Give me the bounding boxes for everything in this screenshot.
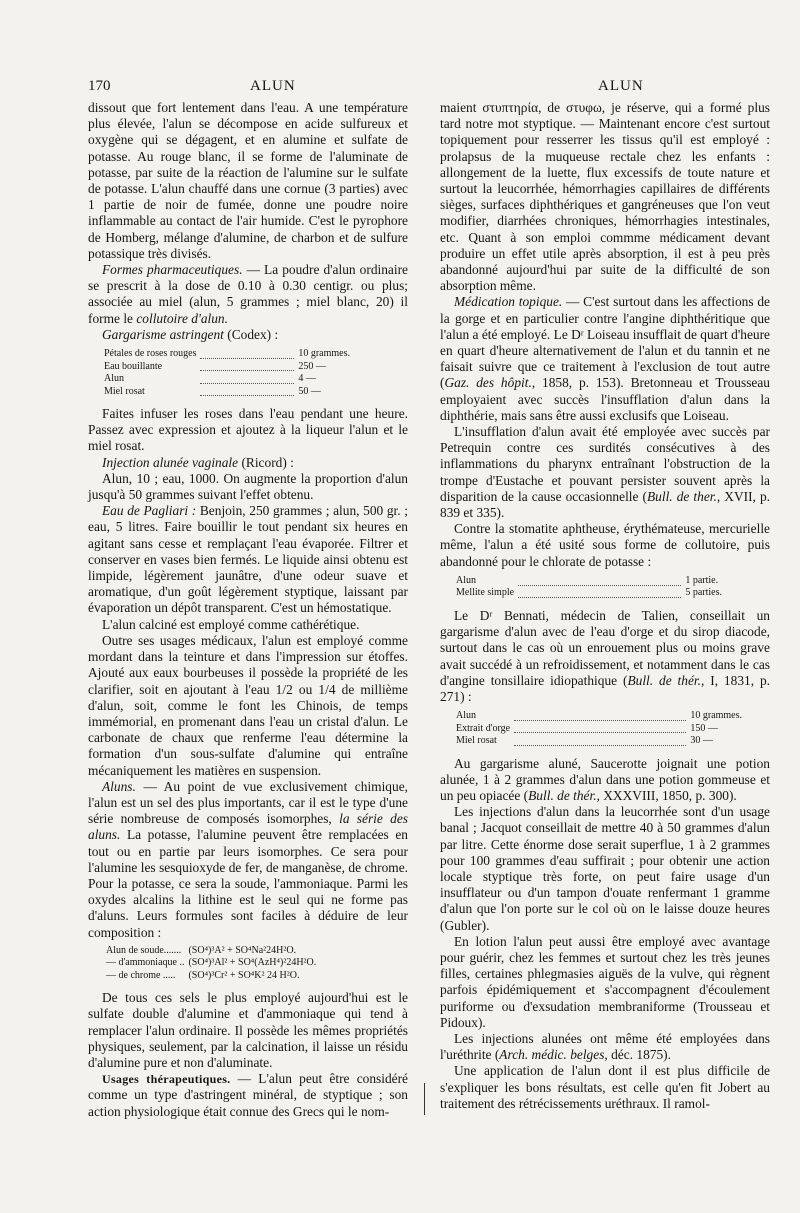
- formula-row: — d'ammoniaque .. (SO⁴)³Al² + SO⁴(AzH⁴)²24H²O.: [106, 957, 317, 969]
- paragraph: Contre la stomatite aphtheuse, érythémateuse, mercurielle même, l'alun a été usité sous forme de collutoire, puis abandonné pour le chlorate de potasse :: [440, 521, 770, 569]
- paragraph: Une application de l'alun dont il est plus difficile de s'expliquer les bons résultats, est celle qu'en fit Jobert au traitement des rétrécissements uréthraux. Il ramol-: [440, 1063, 770, 1111]
- paragraph-aluns: Aluns. — Au point de vue exclusivement chimique, l'alun est un sel des plus importants, car il est le type d'une série nombreuse de composés isomorphes, la série des aluns. La potasse, l'alumine peuvent être remplacées en tout ou en partie par leurs isomorphes. Ce sera pour l'alumine les sesquioxyde de fer, de manganèse, de chrome. Pour la potasse, ce sera la soude, l'ammoniaque. Parmi les oxydes alcalins la lithine est le seul qui ne forme pas d'aluns. Leurs formules sont faciles à déduire de leur composition :: [88, 778, 408, 940]
- paragraph: Outre ses usages médicaux, l'alun est employé comme mordant dans la teinture et dans l'impression sur étoffes. Ajouté aux eaux bourbeuses il possède la propriété de les clarifier, soit en ajoutant à l'eau 1/2 ou 1/4 de millième d'alun, soit, comme le font les Chinois, de temps immémorial, en promenant dans l'eau un cristal d'alun. Le carbonate de chaux que renferme l'eau détermine la formation d'un sous-sulfate d'alumine qui entraîne mécaniquement les matières en suspension.: [88, 632, 408, 778]
- formula-table: [106, 945, 320, 983]
- paragraph-usages-therapeutiques: Usages thérapeutiques. — L'alun peut être considéré comme un type d'astringent minéral, de styptique ; son action physiologique était connue des Grecs qui le nom-: [88, 1071, 408, 1119]
- paragraph: En lotion l'alun peut aussi être employé avec avantage pour guérir, chez les femmes et surtout chez les très jeunes filles, certaines phlegmasies aiguës de la vulve, qui règnent parfois épidémiquement et s'accompagnent d'écoulement puriforme ou d'exsudation membraniforme (Trousseau et Pidoux).: [440, 933, 770, 1030]
- paragraph: Au gargarisme aluné, Saucerotte joignait une potion alunée, 1 à 2 grammes d'alun dans une potion gommeuse et un peu opiacée (Bull. de thér., XXXVIII, 1850, p. 300).: [440, 755, 770, 804]
- recipe-table-gargarisme: [102, 348, 352, 398]
- running-title-left: ALUN: [250, 78, 296, 94]
- section-label: Formes pharmaceutiques.: [102, 262, 243, 278]
- section-heading: Usages thérapeutiques.: [102, 1072, 231, 1087]
- formula-row: Alun de soude....... (SO⁴)³A² + SO⁴Na²24H²O.: [106, 944, 297, 956]
- column-rule: [424, 1083, 425, 1115]
- recipe-row: Alun 1 partie.: [456, 574, 719, 586]
- paragraph-eau-de-pagliari: Eau de Pagliari : Benjoin, 250 grammes ; alun, 500 gr. ; eau, 5 litres. Faire bouillir le tout pendant six heures en agitant sans cesse et remplaçant l'eau évaporée. Filtrer et conserver en vases bien fermés. Le liquide ainsi obtenu est limpide, légèrement jaunâtre, d'une odeur suave et aromatique, d'un goût légèrement styptique, laissant par évaporation un dépôt transparent. C'est un hémostatique.: [88, 503, 408, 616]
- paragraph-medication-topique: Médication topique. — C'est surtout dans les affections de la gorge et en particulier contre l'angine diphthéritique que l'alun a été employé. Le Dʳ Loiseau insufflait de quart d'heure en quart d'heure alternativement de l'alun et du tannin et ne faisait suivre que ce traitement à l'exclusion de tout autre (Gaz. des hôpit., 1858, p. 153). Bretonneau et Trousseau employaient avec succès l'insufflation d'alun dans la diphthérie, mais sans être aussi exclusifs que Loiseau.: [440, 294, 770, 423]
- recipe-row: Eau bouillante 250 —: [104, 360, 326, 372]
- recipe-table-gargarisme-bennati: [454, 710, 744, 748]
- section-label: Médication topique.: [454, 294, 563, 310]
- section-label: Gargarisme astringent: [102, 326, 224, 342]
- recipe-row: Miel rosat 50 —: [104, 385, 321, 397]
- recipe-row: Mellite simple 5 parties.: [456, 587, 722, 599]
- paragraph: Les injections d'alun dans la leucorrhée sont d'un usage banal ; Jacquot conseillait de mettre 40 à 50 grammes d'alun par litre. Cette énorme dose serait superflue, 1 à 2 grammes pour 100 grammes d'eau suffirait ; pour obtenir une action locale styptique très forte, on peut faire usage d'un insufflateur ou d'un tampon d'ouate renfermant 1 gramme d'alun que l'on porte sur le col où on le laisse douze heures (Gubler).: [440, 804, 770, 933]
- paragraph: maient στυπτηρία, de στυφω, je réserve, qui a formé plus tard notre mot styptique. — Maintenant encore c'est surtout topiquement pour resserrer les tissus qu'il est employé : prolapsus de la muqueuse rectale chez les enfants : allongement de la luette, flux excessifs de toute nature et surtout la leucorrhée, hémorrhagies capillaires de différents sièges, surfaces diphthériques et gangréneuses que l'on veut modifier, diarrhées chroniques, hémorrhagies intestinales, etc. Quant à son emploi commme médicament devant produire un effet utile après absorption, il est à peu près abandonné aujourd'hui par suite de la difficulté de son absorption même.: [440, 100, 770, 294]
- paragraph-injection: Injection alunée vaginale (Ricord) :: [102, 454, 294, 470]
- section-label: Eau de Pagliari :: [102, 503, 197, 519]
- running-header: [88, 78, 770, 100]
- paragraph: L'insufflation d'alun avait été employée avec succès par Petrequin contre ces surdités consécutives à des inflammations du pharynx entraînant l'obstruction de la trompe d'Eustache et pouvant persister souvent après la disparition de la cause occasionnelle (Bull. de ther., XVII, p. 839 et 335).: [440, 424, 770, 521]
- right-column: [440, 100, 770, 1112]
- recipe-row: Pétales de roses rouges 10 grammes.: [104, 348, 350, 360]
- paragraph: Alun, 10 ; eau, 1000. On augmente la proportion d'alun jusqu'à 50 grammes suivant l'effet obtenu.: [88, 470, 408, 503]
- paragraph: Les injections alunées ont même été employées dans l'uréthrite (Arch. médic. belges, déc. 1875).: [440, 1031, 770, 1063]
- paragraph: dissout que fort lentement dans l'eau. A une température plus élevée, l'alun se décompose en acide sulfureux et oxygène qui se dégagent, et en alumine et sulfate de potasse. Au rouge blanc, il se forme de l'aluminate de potasse, par suite de la réaction de l'alumine sur le sulfate de potasse. L'alun chauffé dans une cornue (3 parties) avec 1 partie de noir de fumée, donne une poudre noire inflammable au contact de l'air humide. C'est le pyrophore de Homberg, mélange d'alumine, de charbon et de sulfure potassique très divisés.: [88, 100, 408, 261]
- recipe-row: Alun 4 —: [104, 373, 316, 385]
- section-label: Aluns.: [102, 778, 136, 794]
- paragraph: Le Dʳ Bennati, médecin de Talien, conseillait un gargarisme d'alun avec de l'eau d'orge et du sirop diacode, surtout dans le cas où un enrouement plus ou moins grave avait succédé à un refroidissement, et notamment dans le cas d'angine tonsillaire idiopathique (Bull. de thér., I, 1831, p. 271) :: [440, 607, 771, 704]
- running-title-right: ALUN: [598, 78, 644, 94]
- paragraph: L'alun calciné est employé comme cathérétique.: [102, 616, 360, 632]
- paragraph-gargarisme: Gargarisme astringent (Codex) :: [102, 326, 279, 342]
- paragraph: Faites infuser les roses dans l'eau pendant une heure. Passez avec expression et ajoutez à la liqueur l'alun et le miel rosat.: [88, 406, 408, 454]
- paragraph: De tous ces sels le plus employé aujourd'hui est le sulfate double d'alumine et d'ammoniaque qui tend à remplacer l'alun ordinaire. Il possède les mêmes propriétés physiques, seulement, par la calcination, il laisse un résidu d'alumine pure et non d'aluminate.: [88, 990, 408, 1071]
- recipe-row: Alun 10 grammes.: [456, 710, 742, 722]
- left-column: [88, 100, 408, 1120]
- formula-row: — de chrome ..... (SO⁴)³Cr² + SO⁴K² 24 H²O.: [106, 969, 300, 981]
- recipe-row: Extrait d'orge 150 —: [456, 722, 718, 734]
- recipe-row: Miel rosat 30 —: [456, 735, 713, 747]
- section-label: Injection alunée vaginale: [102, 454, 239, 470]
- paragraph-formes-pharmaceutiques: Formes pharmaceutiques. — La poudre d'alun ordinaire se prescrit à la dose de 0.10 à 0.30 centigr. ou plus; associée au miel (alun, 5 grammes ; miel blanc, 20) il forme le collutoire d'alun.: [88, 262, 408, 326]
- page-number: 170: [88, 78, 111, 94]
- recipe-table-collutoire: [454, 575, 724, 600]
